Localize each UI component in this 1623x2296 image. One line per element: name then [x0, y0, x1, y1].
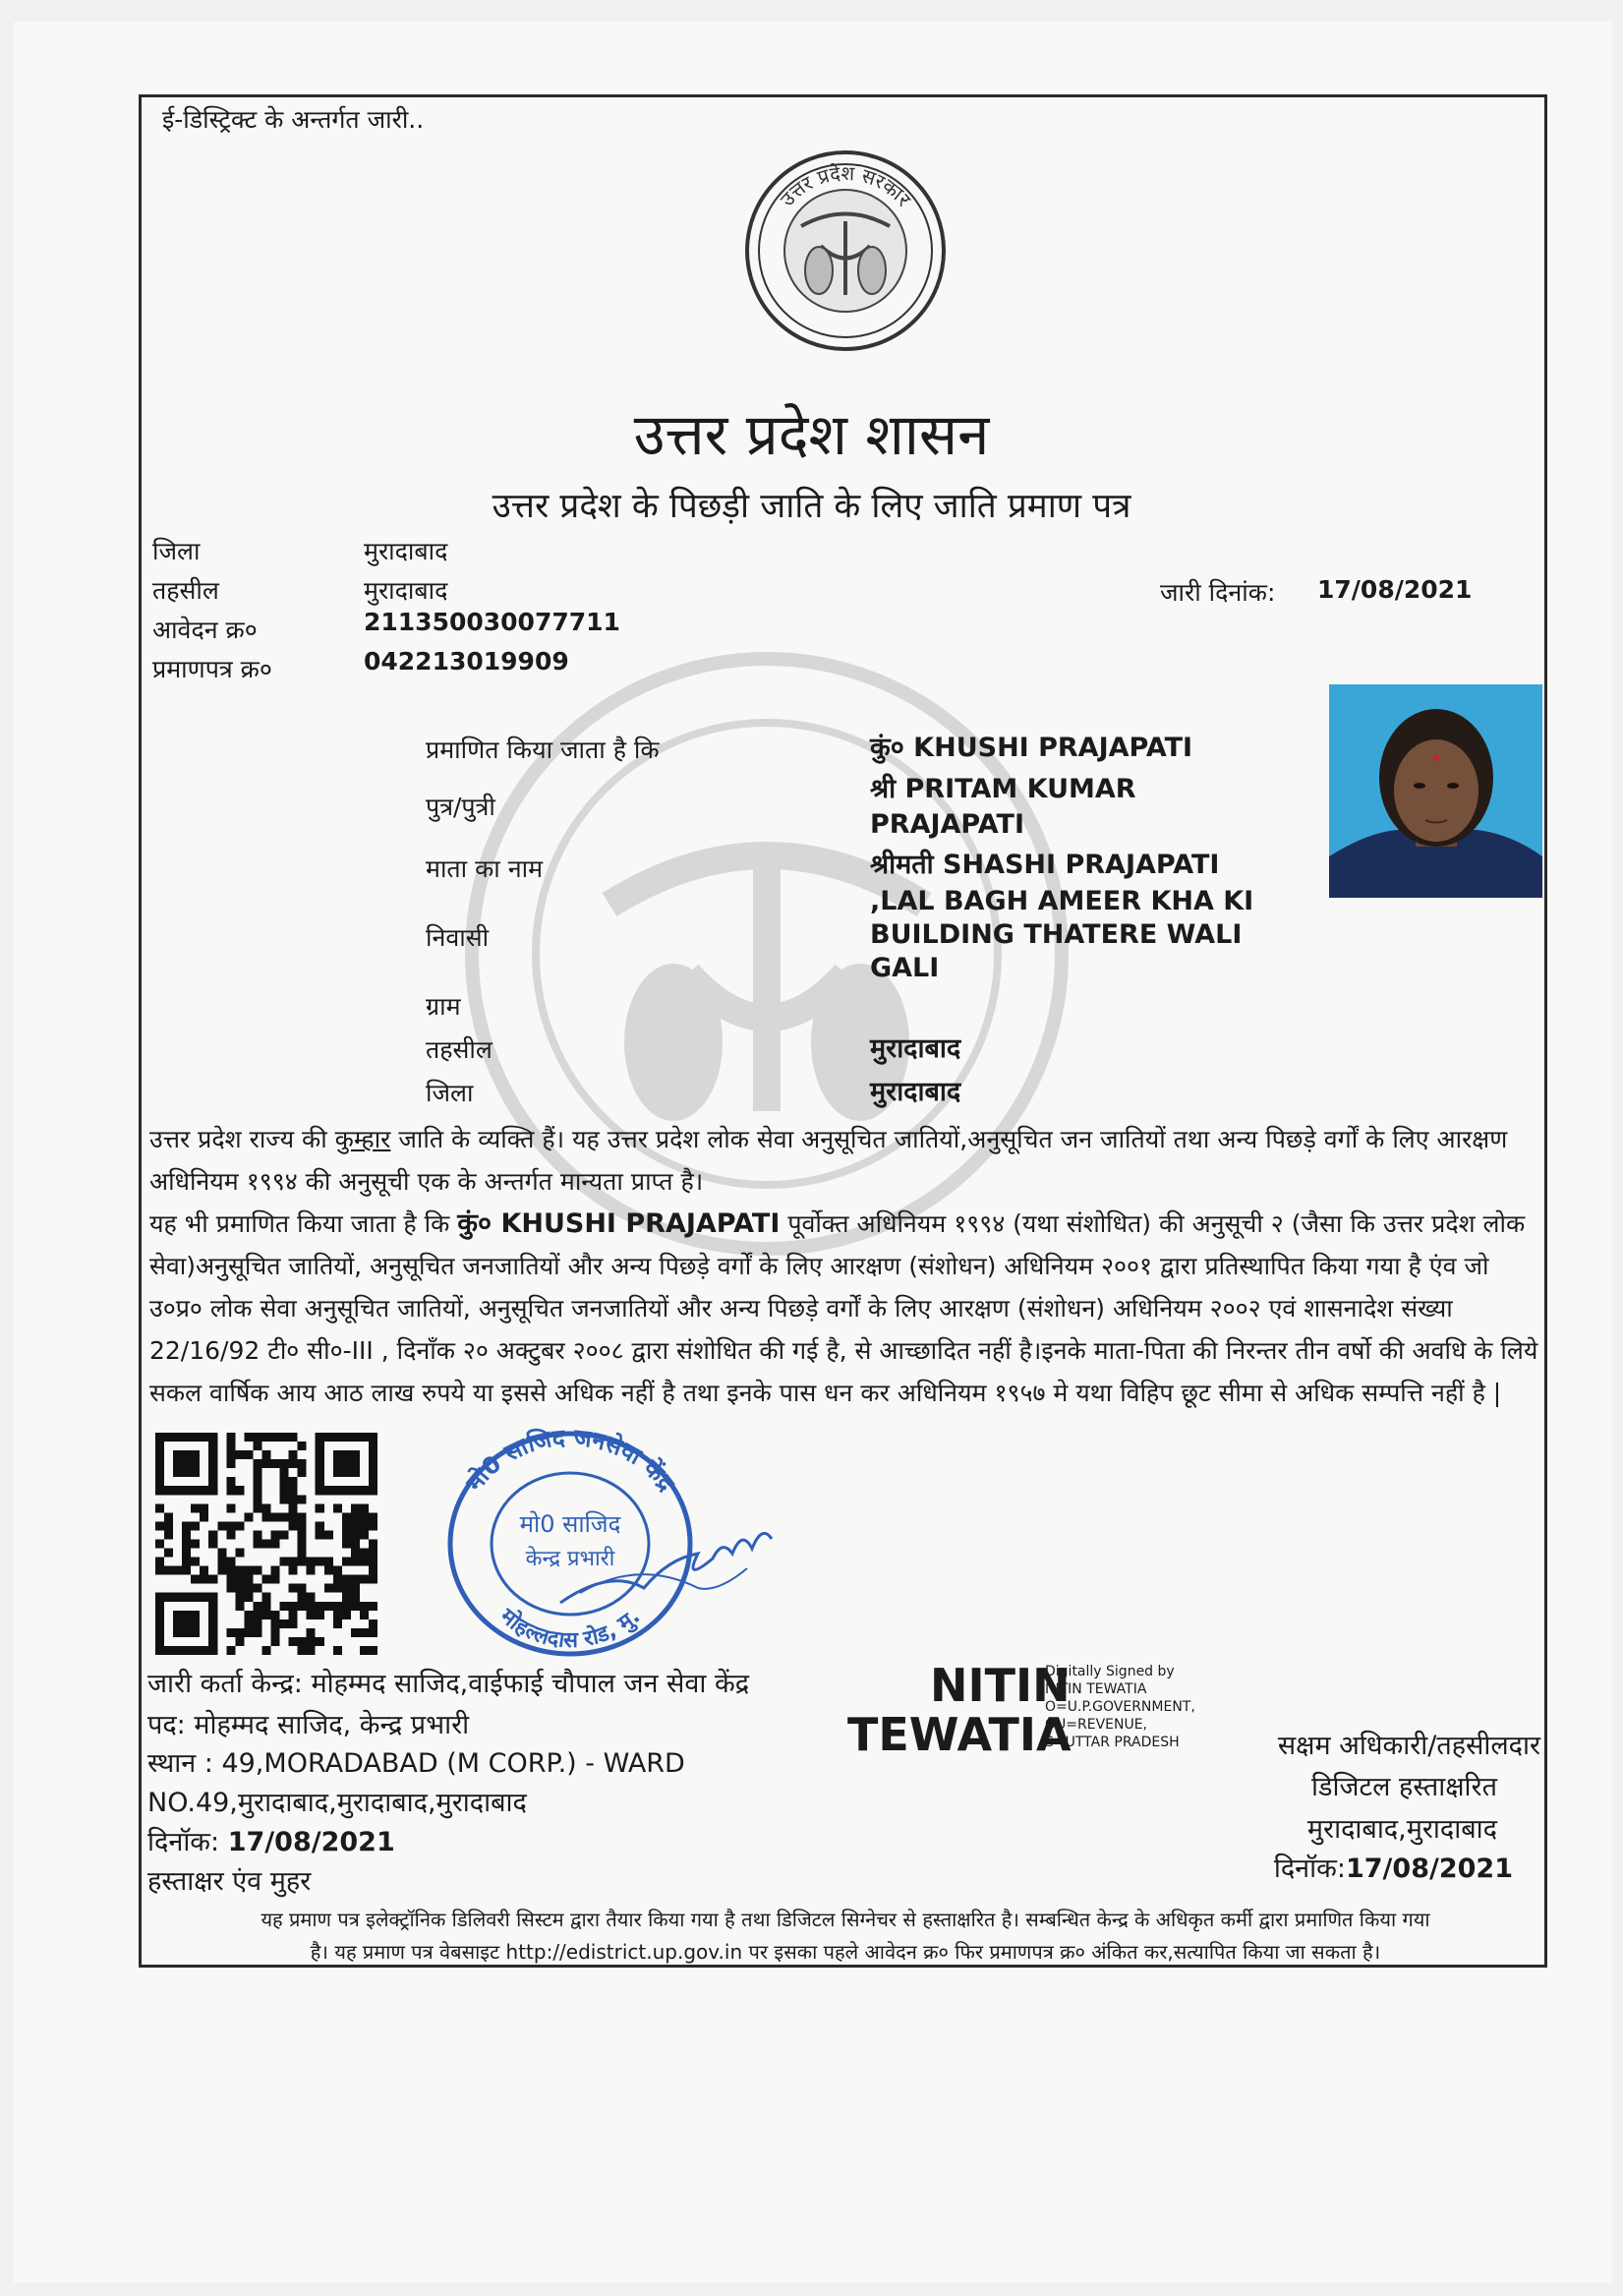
qr-module — [271, 1539, 280, 1548]
digital-signature-details — [1045, 1663, 1195, 1751]
qr-module — [280, 1512, 289, 1521]
stamp-outer-text: मो0 साजिद जनसेवा केंद्र — [460, 1423, 680, 1497]
issuer-date-label: दिनॉक: — [147, 1827, 228, 1857]
qr-module — [261, 1602, 270, 1611]
qr-module — [289, 1503, 298, 1512]
qr-module — [261, 1459, 270, 1468]
qr-module — [298, 1539, 307, 1548]
qr-module — [316, 1602, 324, 1611]
qr-module — [235, 1486, 244, 1495]
qr-module — [342, 1558, 351, 1566]
sign-and-seal-label: हस्ताक्षर एंव मुहर — [147, 1866, 312, 1897]
qr-module — [253, 1611, 261, 1619]
qr-module — [226, 1433, 235, 1442]
qr-module — [253, 1433, 261, 1442]
qr-module — [369, 1646, 377, 1655]
qr-module — [271, 1459, 280, 1468]
issuer-date — [147, 1822, 395, 1863]
qr-module — [191, 1539, 200, 1548]
qr-module — [244, 1575, 253, 1584]
qr-module — [271, 1512, 280, 1521]
qr-module — [298, 1495, 307, 1503]
qr-module — [289, 1558, 298, 1566]
qr-module — [182, 1549, 191, 1558]
qr-module — [307, 1646, 316, 1655]
qr-module — [307, 1602, 316, 1611]
qr-module — [289, 1495, 298, 1503]
qr-module — [200, 1575, 208, 1584]
qr-module — [289, 1512, 298, 1521]
qr-module — [217, 1521, 226, 1530]
issuer-post: पद: मोहम्मद साजिद, केन्द्र प्रभारी — [147, 1710, 470, 1740]
issue-date-label: जारी दिनांक: — [1160, 578, 1276, 607]
qr-module — [342, 1521, 351, 1530]
qr-module — [182, 1521, 191, 1530]
qr-module — [324, 1558, 333, 1566]
qr-module — [289, 1477, 298, 1486]
qr-module — [351, 1539, 360, 1548]
qr-module — [280, 1495, 289, 1503]
qr-module — [333, 1450, 360, 1477]
qr-module — [342, 1530, 351, 1539]
qr-module — [253, 1468, 261, 1477]
resident-label: निवासी — [426, 923, 490, 952]
qr-module — [289, 1450, 298, 1459]
qr-module — [307, 1558, 316, 1566]
authority-signed: डिजिटल हस्ताक्षरित — [1311, 1772, 1497, 1802]
dsig-line5: S=UTTAR PRADESH — [1045, 1735, 1180, 1750]
qr-module — [316, 1558, 324, 1566]
qr-module — [298, 1593, 307, 1602]
qr-module — [182, 1530, 191, 1539]
qr-module — [298, 1459, 307, 1468]
qr-module — [253, 1442, 261, 1450]
qr-module — [280, 1558, 289, 1566]
qr-module — [244, 1628, 253, 1637]
qr-module — [226, 1459, 235, 1468]
qr-module — [164, 1530, 173, 1539]
mother-name-label: माता का नाम — [426, 854, 544, 883]
qr-module — [351, 1530, 360, 1539]
signature-icon — [551, 1500, 786, 1618]
qr-module — [360, 1646, 369, 1655]
qr-module — [261, 1503, 270, 1512]
qr-module — [164, 1566, 173, 1575]
qr-module — [360, 1602, 369, 1611]
qr-module — [244, 1593, 253, 1602]
qr-module — [191, 1503, 200, 1512]
qr-module — [298, 1549, 307, 1558]
qr-module — [316, 1503, 324, 1512]
qr-module — [289, 1433, 298, 1442]
qr-module — [298, 1521, 307, 1530]
qr-module — [244, 1450, 253, 1459]
qr-module — [316, 1530, 324, 1539]
qr-module — [253, 1628, 261, 1637]
qr-module — [351, 1628, 360, 1637]
qr-module — [333, 1503, 342, 1512]
detail-district-label: जिला — [426, 1079, 474, 1107]
qr-module — [298, 1558, 307, 1566]
qr-module — [333, 1611, 342, 1619]
qr-module — [369, 1539, 377, 1548]
qr-module — [360, 1611, 369, 1619]
qr-module — [351, 1575, 360, 1584]
qr-module — [226, 1486, 235, 1495]
meta-tehsil-label: तहसील — [152, 576, 219, 605]
dsig-line3: O=U.P.GOVERNMENT, — [1045, 1699, 1195, 1715]
qr-module — [298, 1442, 307, 1450]
qr-module — [208, 1530, 217, 1539]
qr-module — [289, 1486, 298, 1495]
qr-module — [369, 1575, 377, 1584]
issued-under-note: ई-डिस्ट्रिक्ट के अन्तर्गत जारी.. — [162, 105, 425, 134]
qr-module — [360, 1628, 369, 1637]
qr-module — [235, 1637, 244, 1646]
qr-module — [155, 1566, 164, 1575]
qr-module — [226, 1575, 235, 1584]
qr-module — [271, 1619, 280, 1628]
address-line1: ,LAL BAGH AMEER KHA KI — [870, 886, 1254, 916]
qr-module — [280, 1477, 289, 1486]
qr-module — [182, 1539, 191, 1548]
qr-module — [253, 1539, 261, 1548]
qr-module — [369, 1549, 377, 1558]
qr-module — [244, 1611, 253, 1619]
qr-module — [342, 1539, 351, 1548]
qr-module — [235, 1593, 244, 1602]
qr-module — [253, 1503, 261, 1512]
qr-module — [208, 1539, 217, 1548]
qr-module — [289, 1459, 298, 1468]
qr-module — [360, 1503, 369, 1512]
qr-code-icon — [155, 1433, 377, 1655]
qr-module — [369, 1566, 377, 1575]
footer-note-line1: यह प्रमाण पत्र इलेक्ट्रॉनिक डिलिवरी सिस्टम द्वारा तैयार किया गया है तथा डिजिटल सिग्नेचर से हस्ताक्षरित है। सम्बन्धित केन्द्र के अधिकृत कर्मी द्वारा प्रमाणित किया गया — [261, 1908, 1430, 1931]
qr-module — [307, 1611, 316, 1619]
qr-module — [342, 1584, 351, 1593]
qr-module — [253, 1486, 261, 1495]
qr-module — [342, 1611, 351, 1619]
qr-module — [351, 1503, 360, 1512]
qr-module — [351, 1602, 360, 1611]
qr-module — [226, 1584, 235, 1593]
qr-module — [289, 1602, 298, 1611]
qr-module — [244, 1584, 253, 1593]
qr-module — [280, 1486, 289, 1495]
qr-module — [217, 1558, 226, 1566]
caste-name: कुम्हार — [334, 1125, 391, 1153]
paragraph-certification — [149, 1203, 1545, 1414]
qr-module — [261, 1611, 270, 1619]
qr-module — [253, 1495, 261, 1503]
qr-module — [235, 1602, 244, 1611]
qr-module — [173, 1611, 200, 1637]
qr-module — [298, 1602, 307, 1611]
qr-module — [191, 1558, 200, 1566]
village-label: ग्राम — [426, 992, 461, 1021]
qr-module — [235, 1566, 244, 1575]
qr-module — [217, 1549, 226, 1558]
stamp-bottom-text: मोहल्लदास रोड, मु. — [494, 1604, 646, 1654]
qr-module — [271, 1433, 280, 1442]
qr-module — [253, 1619, 261, 1628]
qr-module — [369, 1619, 377, 1628]
paragraph-caste — [149, 1118, 1545, 1203]
qr-module — [298, 1530, 307, 1539]
qr-module — [369, 1602, 377, 1611]
qr-module — [271, 1628, 280, 1637]
qr-module — [360, 1549, 369, 1558]
applicant-photo — [1329, 684, 1542, 898]
qr-module — [253, 1530, 261, 1539]
qr-module — [261, 1593, 270, 1602]
state-emblem-icon — [742, 147, 949, 354]
qr-module — [235, 1575, 244, 1584]
certified-label: प्रमाणित किया जाता है कि — [426, 736, 660, 764]
detail-district-value: मुरादाबाद — [870, 1077, 961, 1107]
qr-module — [191, 1575, 200, 1584]
stamp-inner-name: मो0 साजिद — [519, 1510, 621, 1538]
qr-module — [235, 1628, 244, 1637]
qr-module — [307, 1637, 316, 1646]
svg-text:मो0 साजिद जनसेवा केंद्र — [460, 1424, 681, 1498]
qr-module — [244, 1619, 253, 1628]
qr-module — [271, 1530, 280, 1539]
qr-module — [369, 1521, 377, 1530]
qr-module — [351, 1584, 360, 1593]
qr-module — [261, 1539, 270, 1548]
qr-module — [261, 1575, 270, 1584]
qr-module — [182, 1558, 191, 1566]
qr-module — [289, 1637, 298, 1646]
issue-date: 17/08/2021 — [1317, 575, 1473, 604]
detail-tehsil-value: मुरादाबाद — [870, 1033, 961, 1064]
qr-module — [226, 1530, 235, 1539]
certificate-title: उत्तर प्रदेश शासन — [633, 401, 990, 468]
qr-module — [253, 1477, 261, 1486]
authority-date-value: 17/08/2021 — [1345, 1854, 1513, 1884]
qr-module — [298, 1512, 307, 1521]
qr-module — [280, 1619, 289, 1628]
qr-module — [324, 1584, 333, 1593]
qr-module — [333, 1619, 342, 1628]
authority-title: सक्षम अधिकारी/तहसीलदार — [1277, 1731, 1540, 1761]
qr-module — [280, 1459, 289, 1468]
qr-module — [360, 1575, 369, 1584]
paragraph-cert-start: यह भी प्रमाणित किया जाता है कि — [149, 1209, 458, 1238]
qr-module — [271, 1637, 280, 1646]
qr-module — [316, 1611, 324, 1619]
qr-module — [208, 1575, 217, 1584]
qr-module — [261, 1450, 270, 1459]
authority-date — [1274, 1849, 1513, 1890]
qr-module — [316, 1637, 324, 1646]
qr-module — [244, 1433, 253, 1442]
qr-module — [155, 1558, 164, 1566]
qr-module — [280, 1468, 289, 1477]
qr-module — [271, 1611, 280, 1619]
qr-module — [351, 1593, 360, 1602]
qr-module — [369, 1628, 377, 1637]
qr-module — [226, 1450, 235, 1459]
dsig-line2: NITIN TEWATIA — [1045, 1681, 1147, 1697]
child-of-label: पुत्र/पुत्री — [426, 793, 495, 821]
paragraph-cert-end: पूर्वोक्त अधिनियम १९९४ (यथा संशोधित) की अनुसूची २ (जैसा कि उत्तर प्रदेश लोक सेवा)अनुसूचित जातियों, अनुसूचित जनजातियों और अन्य पिछड़े वर्गों के लिए आरक्षण (संशोधन) अधिनियम २००१ द्वारा प्रतिस्थापित किया गया है एंव जो उ०प्र० लोक सेवा अनुसूचित जातियों, अनुसूचित जनजातियों और अन्य पिछड़े वर्गों के लिए आरक्षण (संशोधन) अधिनियम २००२ एवं शासनादेश संख्या 22/16/92 टी० सी०-III , दिनाँक २० अक्टुबर २००८ द्वारा संशोधित की गई है, से आच्छादित नहीं है।इनके माता-पिता की निरन्तर तीन वर्षो की अवधि के लिये सकल वार्षिक आय आठ लाख रुपये या इससे अधिक नहीं है तथा इनके पास धन कर अधिनियम १९५७ मे यथा विहिप छूट सीमा से अधिक सम्पत्ति नहीं है | — [149, 1209, 1538, 1407]
qr-module — [200, 1566, 208, 1575]
paragraph-caste-start: उत्तर प्रदेश राज्य की — [149, 1125, 335, 1153]
issuer-centre: जारी कर्ता केन्द्र: मोहम्मद साजिद,वाईफाई चौपाल जन सेवा केंद्र — [147, 1669, 750, 1699]
qr-module — [307, 1593, 316, 1602]
qr-module — [280, 1602, 289, 1611]
qr-module — [226, 1566, 235, 1575]
qr-module — [226, 1477, 235, 1486]
qr-module — [261, 1433, 270, 1442]
qr-module — [316, 1521, 324, 1530]
detail-tehsil-label: तहसील — [426, 1035, 493, 1064]
certificate-number: 042213019909 — [364, 647, 569, 676]
qr-module — [289, 1584, 298, 1593]
meta-tehsil-value: मुरादाबाद — [364, 576, 448, 605]
qr-module — [271, 1575, 280, 1584]
qr-module — [155, 1503, 164, 1512]
qr-module — [369, 1558, 377, 1566]
qr-module — [333, 1646, 342, 1655]
qr-module — [253, 1459, 261, 1468]
qr-module — [191, 1521, 200, 1530]
qr-module — [226, 1503, 235, 1512]
qr-module — [333, 1575, 342, 1584]
qr-module — [289, 1619, 298, 1628]
qr-module — [235, 1584, 244, 1593]
qr-module — [298, 1637, 307, 1646]
issuer-date-value: 17/08/2021 — [227, 1827, 395, 1857]
certificate-number-label: प्रमाणपत्र क्र० — [152, 655, 272, 683]
certificate-subtitle: उत्तर प्रदेश के पिछड़ी जाति के लिए जाति प्रमाण पत्र — [492, 487, 1131, 526]
qr-module — [333, 1602, 342, 1611]
qr-module — [342, 1602, 351, 1611]
qr-module — [280, 1530, 289, 1539]
qr-module — [307, 1628, 316, 1637]
qr-module — [235, 1521, 244, 1530]
qr-module — [333, 1566, 342, 1575]
qr-module — [173, 1566, 182, 1575]
qr-module — [182, 1566, 191, 1575]
digital-signer-name2: TEWATIA — [847, 1708, 1072, 1761]
qr-module — [360, 1558, 369, 1566]
digital-signer-name1: NITIN — [930, 1659, 1071, 1712]
paragraph-caste-end: जाति के व्यक्ति हैं। यह उत्तर प्रदेश लोक सेवा अनुसूचित जातियों,अनुसूचित जन जातियों तथा अन्य पिछड़े वर्गों के लिए आरक्षण अधिनियम १९९४ की अनुसूची एक के अन्तर्गत मान्यता प्राप्त है। — [149, 1125, 1508, 1196]
qr-module — [200, 1503, 208, 1512]
dsig-line1: Digitally Signed by — [1045, 1664, 1175, 1679]
qr-module — [351, 1512, 360, 1521]
qr-module — [351, 1558, 360, 1566]
authority-date-label: दिनॉक: — [1273, 1854, 1346, 1884]
application-number-label: आवेदन क्र० — [152, 616, 258, 644]
mother-name: श्रीमती SHASHI PRAJAPATI — [870, 850, 1220, 880]
qr-module — [235, 1450, 244, 1459]
qr-module — [235, 1549, 244, 1558]
qr-module — [226, 1442, 235, 1450]
qr-module — [226, 1628, 235, 1637]
qr-module — [369, 1512, 377, 1521]
qr-module — [261, 1512, 270, 1521]
qr-module — [164, 1512, 173, 1521]
qr-module — [342, 1575, 351, 1584]
qr-module — [324, 1602, 333, 1611]
qr-module — [289, 1611, 298, 1619]
father-name-line1: श्री PRITAM KUMAR — [870, 774, 1136, 804]
address-line2: BUILDING THATERE WALI — [870, 919, 1243, 950]
qr-module — [226, 1521, 235, 1530]
meta-district-label: जिला — [152, 537, 201, 565]
qr-module — [298, 1646, 307, 1655]
footer-note-line2: है। यह प्रमाण पत्र वेबसाइट http://edistrict.up.gov.in पर इसका पहले आवेदन क्र० फिर प्रमाणपत्र क्र० अंकित कर,सत्यापित किया जा सकता है। — [310, 1940, 1381, 1964]
qr-module — [298, 1468, 307, 1477]
issuer-place-line1: स्थान : 49,MORADABAD (M CORP.) - WARD — [147, 1748, 685, 1779]
qr-module — [244, 1512, 253, 1521]
qr-module — [360, 1521, 369, 1530]
qr-module — [226, 1558, 235, 1566]
qr-module — [200, 1512, 208, 1521]
father-name-line2: PRAJAPATI — [870, 809, 1024, 840]
qr-module — [307, 1566, 316, 1575]
address-line3: GALI — [870, 953, 940, 983]
qr-module — [253, 1584, 261, 1593]
dsig-line4: OU=REVENUE, — [1045, 1717, 1148, 1733]
qr-module — [217, 1566, 226, 1575]
application-number: 211350030077711 — [364, 608, 620, 636]
qr-module — [155, 1539, 164, 1548]
qr-module — [298, 1584, 307, 1593]
qr-module — [324, 1530, 333, 1539]
issuer-place-line2: NO.49,मुरादाबाद,मुरादाबाद,मुरादाबाद — [147, 1788, 527, 1818]
qr-module — [280, 1433, 289, 1442]
meta-district-value: मुरादाबाद — [364, 537, 448, 565]
qr-module — [226, 1646, 235, 1655]
qr-module — [351, 1521, 360, 1530]
qr-module — [324, 1566, 333, 1575]
emblem-text: उत्तर प्रदेश सरकार — [775, 160, 916, 211]
qr-module — [289, 1521, 298, 1530]
qr-module — [244, 1566, 253, 1575]
qr-module — [342, 1593, 351, 1602]
stamp-inner-post: केन्द्र प्रभारी — [525, 1547, 615, 1571]
applicant-name: कुं० KHUSHI PRAJAPATI — [870, 733, 1193, 763]
qr-module — [164, 1521, 173, 1530]
qr-module — [261, 1646, 270, 1655]
qr-module — [360, 1512, 369, 1521]
qr-module — [271, 1566, 280, 1575]
qr-module — [351, 1549, 360, 1558]
qr-module — [333, 1584, 342, 1593]
qr-module — [253, 1602, 261, 1611]
qr-module — [253, 1566, 261, 1575]
paragraph-applicant-name: कुं० KHUSHI PRAJAPATI — [457, 1208, 781, 1239]
qr-module — [342, 1512, 351, 1521]
qr-module — [360, 1530, 369, 1539]
qr-module — [289, 1566, 298, 1575]
qr-module — [155, 1521, 164, 1530]
qr-module — [164, 1549, 173, 1558]
authority-place: मुरादाबाद,मुरादाबाद — [1306, 1814, 1497, 1845]
qr-module — [173, 1450, 200, 1477]
